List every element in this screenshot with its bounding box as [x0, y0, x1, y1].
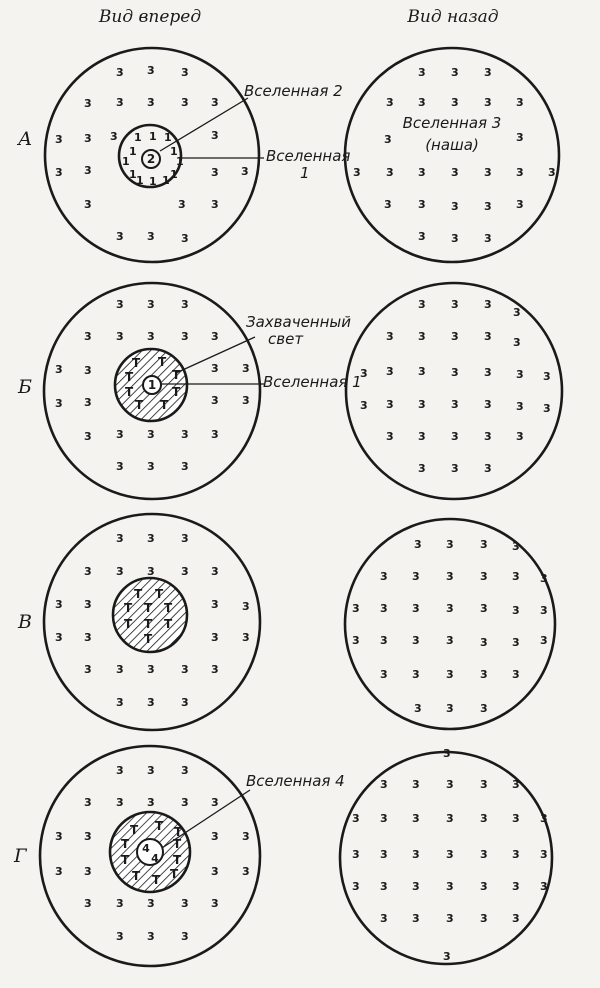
universe-3-glyph: 3	[380, 634, 388, 647]
label-our-universe: (наша)	[425, 136, 479, 154]
universe-3-glyph: 3	[446, 912, 454, 925]
universe-3-glyph: 3	[211, 96, 219, 109]
universe-3-glyph: 3	[484, 430, 492, 443]
universe-3-glyph: 3	[513, 336, 521, 349]
label-universe-4: Вселенная 4	[246, 772, 345, 790]
universe-3-glyph: 3	[84, 631, 92, 644]
universe-3-glyph: 3	[540, 634, 548, 647]
trapped-light-glyph: T	[121, 853, 130, 867]
trapped-light-glyph: T	[121, 837, 130, 851]
universe-3-glyph: 3	[147, 663, 155, 676]
universe-3-glyph: 3	[380, 570, 388, 583]
universe-3-glyph: 3	[412, 570, 420, 583]
universe-3-glyph: 3	[147, 796, 155, 809]
universe-3-glyph: 3	[412, 668, 420, 681]
universe-3-glyph: 3	[480, 912, 488, 925]
universe-3-glyph: 3	[446, 668, 454, 681]
universe-3-glyph: 3	[516, 400, 524, 413]
universe-3-glyph: 3	[446, 702, 454, 715]
universe-1-glyph-b: 1	[147, 378, 157, 392]
trapped-light-glyph: T	[144, 601, 153, 615]
universe-3-glyph: 3	[484, 398, 492, 411]
universe-3-glyph: 3	[443, 950, 451, 963]
universe-3-glyph: 3	[211, 598, 219, 611]
universe-4-glyph-g: 4	[142, 842, 150, 855]
universe-3-glyph: 3	[451, 366, 459, 379]
universe-3-glyph: 3	[147, 96, 155, 109]
back-symbols-a	[353, 66, 556, 245]
universe-3-glyph: 3	[181, 460, 189, 473]
universe-3-glyph: 3	[84, 897, 92, 910]
universe-3-glyph: 3	[386, 166, 394, 179]
universe-3-glyph: 3	[484, 66, 492, 79]
universe-3-glyph: 3	[242, 600, 250, 613]
universe-3-glyph: 3	[84, 364, 92, 377]
universe-3-glyph: 3	[181, 796, 189, 809]
universe-3-glyph: 3	[484, 166, 492, 179]
universe-3-glyph: 3	[548, 166, 556, 179]
universe-3-glyph: 3	[386, 398, 394, 411]
universe-3-glyph: 3	[380, 912, 388, 925]
row-label-g: Г	[14, 845, 27, 867]
universe-3-glyph: 3	[386, 430, 394, 443]
universe-3-glyph: 3	[181, 232, 189, 245]
universe-3-glyph: 3	[451, 200, 459, 213]
universe-3-glyph: 3	[480, 636, 488, 649]
universe-3-glyph: 3	[446, 812, 454, 825]
universe-3-glyph: 3	[480, 778, 488, 791]
universe-3-glyph: 3	[211, 897, 219, 910]
universe-3-glyph: 3	[380, 668, 388, 681]
trapped-light-glyph: T	[170, 867, 179, 881]
trapped-light-glyph: T	[152, 873, 161, 887]
universe-3-glyph: 3	[211, 129, 219, 142]
universe-3-glyph: 3	[352, 848, 360, 861]
universe-3-glyph: 3	[543, 370, 551, 383]
universe-3-glyph: 3	[380, 778, 388, 791]
universe-3-glyph: 3	[540, 572, 548, 585]
universe-3-glyph: 3	[84, 830, 92, 843]
universe-3-glyph: 3	[412, 880, 420, 893]
universe-3-glyph: 3	[386, 330, 394, 343]
trapped-light-glyph: T	[144, 617, 153, 631]
universe-3-glyph: 3	[484, 298, 492, 311]
universe-3-glyph: 3	[451, 66, 459, 79]
universe-3-glyph: 3	[55, 865, 63, 878]
universe-3-glyph: 3	[211, 362, 219, 375]
universe-3-glyph: 3	[147, 565, 155, 578]
universe-3-glyph: 3	[55, 397, 63, 410]
universe-3-glyph: 3	[211, 865, 219, 878]
back-symbols-v	[352, 538, 548, 715]
row-label-v: В	[18, 611, 32, 633]
universe-3-glyph: 3	[380, 812, 388, 825]
universe-3-glyph: 3	[116, 532, 124, 545]
universe-3-glyph: 3	[540, 812, 548, 825]
row-a	[45, 48, 559, 262]
universe-3-glyph: 3	[480, 848, 488, 861]
universe-3-glyph: 3	[484, 366, 492, 379]
universe-3-glyph: 3	[147, 930, 155, 943]
universe-3-glyph: 3	[147, 897, 155, 910]
universe-3-glyph: 3	[147, 764, 155, 777]
back-symbols-b	[360, 298, 551, 475]
universe-3-glyph: 3	[443, 747, 451, 760]
universe-3-glyph: 3	[181, 298, 189, 311]
ring-glyph-a: 1	[122, 155, 130, 168]
universe-3-glyph: 3	[480, 880, 488, 893]
universe-3-glyph: 3	[181, 930, 189, 943]
universe-3-glyph: 3	[484, 232, 492, 245]
ring-glyph-a: 1	[170, 168, 178, 181]
universe-3-glyph: 3	[418, 398, 426, 411]
universe-3-glyph: 3	[480, 538, 488, 551]
trapped-light-glyph: T	[132, 356, 141, 370]
universe-3-glyph: 3	[418, 230, 426, 243]
ring-glyph-a: 1	[136, 174, 144, 187]
universe-3-glyph: 3	[418, 330, 426, 343]
universe-3-glyph: 3	[211, 198, 219, 211]
universe-3-glyph: 3	[512, 636, 520, 649]
trapped-light-glyph: T	[155, 819, 164, 833]
universe-3-glyph: 3	[147, 428, 155, 441]
universe-3-glyph: 3	[484, 462, 492, 475]
universe-2-glyph-a: 2	[146, 152, 156, 166]
universe-3-glyph: 3	[147, 532, 155, 545]
universe-3-glyph: 3	[451, 398, 459, 411]
universe-3-glyph: 3	[480, 812, 488, 825]
universe-3-glyph: 3	[512, 778, 520, 791]
universe-3-glyph: 3	[178, 198, 186, 211]
label-trapped-light-line1: Захваченный	[246, 313, 352, 331]
universe-3-glyph: 3	[412, 812, 420, 825]
universe-3-glyph: 3	[84, 796, 92, 809]
universe-3-glyph: 3	[484, 330, 492, 343]
ring-glyph-a: 1	[170, 145, 178, 158]
trapped-light-glyph: T	[124, 601, 133, 615]
universe-3-glyph: 3	[147, 696, 155, 709]
universe-3-glyph: 3	[418, 430, 426, 443]
universe-3-glyph: 3	[451, 96, 459, 109]
trapped-light-glyph: T	[174, 825, 183, 839]
universe-3-glyph: 3	[55, 598, 63, 611]
universe-3-glyph: 3	[418, 198, 426, 211]
universe-3-glyph: 3	[242, 865, 250, 878]
universe-3-glyph: 3	[84, 198, 92, 211]
universe-3-glyph: 3	[418, 166, 426, 179]
universe-3-glyph: 3	[512, 570, 520, 583]
universe-3-glyph: 3	[181, 764, 189, 777]
universe-3-glyph: 3	[352, 812, 360, 825]
universe-3-glyph: 3	[451, 330, 459, 343]
universe-3-glyph: 3	[512, 848, 520, 861]
universe-3-glyph: 3	[84, 132, 92, 145]
universe-3-glyph: 3	[380, 880, 388, 893]
universe-3-glyph: 3	[512, 540, 520, 553]
universe-3-glyph: 3	[116, 230, 124, 243]
universe-3-glyph: 3	[516, 368, 524, 381]
universe-3-glyph: 3	[116, 764, 124, 777]
universe-3-glyph: 3	[147, 460, 155, 473]
universe-3-glyph: 3	[84, 565, 92, 578]
trapped-light-glyph: T	[164, 601, 173, 615]
universe-3-glyph: 3	[412, 634, 420, 647]
universe-3-glyph: 3	[211, 166, 219, 179]
ring-glyph-a: 1	[149, 130, 157, 143]
universe-3-glyph: 3	[84, 330, 92, 343]
universe-3-glyph: 3	[181, 532, 189, 545]
label-universe-2: Вселенная 2	[244, 82, 343, 100]
row-label-a: А	[18, 128, 33, 150]
universe-3-glyph: 3	[384, 198, 392, 211]
universe-3-glyph: 3	[353, 166, 361, 179]
universe-3-glyph: 3	[116, 428, 124, 441]
ring-glyph-a: 1	[129, 145, 137, 158]
universe-3-glyph: 3	[512, 880, 520, 893]
trapped-light-glyph: T	[124, 617, 133, 631]
universe-3-glyph: 3	[480, 570, 488, 583]
universe-3-glyph: 3	[418, 298, 426, 311]
universe-3-glyph: 3	[116, 460, 124, 473]
universe-3-glyph: 3	[484, 200, 492, 213]
universe-3-glyph: 3	[414, 538, 422, 551]
universe-3-glyph: 3	[540, 604, 548, 617]
universe-3-glyph: 3	[512, 668, 520, 681]
universe-3-glyph: 3	[446, 880, 454, 893]
universe-3-glyph: 3	[380, 848, 388, 861]
universe-3-glyph: 3	[446, 538, 454, 551]
trapped-light-glyph: T	[158, 355, 167, 369]
trapped-light-glyph: T	[135, 398, 144, 412]
universe-3-glyph: 3	[181, 565, 189, 578]
trapped-light-glyph: T	[132, 869, 141, 883]
universe-3-glyph: 3	[147, 230, 155, 243]
universe-3-glyph: 3	[211, 394, 219, 407]
universe-3-glyph: 3	[360, 399, 368, 412]
universe-3-glyph: 3	[386, 365, 394, 378]
label-universe-1-b: Вселенная 1	[263, 373, 362, 391]
row-v	[44, 514, 555, 730]
universe-3-glyph: 3	[55, 631, 63, 644]
universe-3-glyph: 3	[380, 602, 388, 615]
universe-3-glyph: 3	[181, 696, 189, 709]
universe-3-glyph: 3	[516, 131, 524, 144]
universe-3-glyph: 3	[116, 565, 124, 578]
trapped-light-glyph: T	[144, 632, 153, 646]
universe-3-glyph: 3	[516, 166, 524, 179]
universe-3-glyph: 3	[451, 232, 459, 245]
universe-3-glyph: 3	[412, 912, 420, 925]
back-view-a-circle	[345, 48, 559, 262]
universe-3-glyph: 3	[418, 96, 426, 109]
universe-3-glyph: 3	[84, 598, 92, 611]
universe-3-glyph: 3	[513, 306, 521, 319]
universe-3-glyph: 3	[55, 166, 63, 179]
universe-3-glyph: 3	[418, 365, 426, 378]
label-trapped-light-line2: свет	[268, 330, 304, 348]
universe-3-glyph: 3	[412, 602, 420, 615]
universe-3-glyph: 3	[540, 880, 548, 893]
universe-3-glyph: 3	[147, 298, 155, 311]
universe-3-glyph: 3	[512, 604, 520, 617]
row-b	[44, 283, 562, 499]
universe-3-glyph: 3	[211, 428, 219, 441]
universe-3-glyph: 3	[116, 930, 124, 943]
universe-3-glyph: 3	[116, 696, 124, 709]
universe-3-glyph: 3	[181, 897, 189, 910]
trapped-light-glyph: T	[172, 385, 181, 399]
trapped-light-glyph: T	[172, 368, 181, 382]
universe-3-glyph: 3	[516, 96, 524, 109]
universe-3-glyph: 3	[446, 848, 454, 861]
ring-glyph-a: 1	[134, 131, 142, 144]
universe-3-glyph: 3	[211, 631, 219, 644]
universe-3-glyph: 3	[84, 97, 92, 110]
trapped-light-glyph: T	[155, 587, 164, 601]
universe-3-glyph: 3	[412, 778, 420, 791]
universe-3-glyph: 3	[55, 830, 63, 843]
universe-3-glyph: 3	[451, 166, 459, 179]
universe-3-glyph: 3	[116, 897, 124, 910]
ring-glyph-a: 1	[129, 168, 137, 181]
universe-3-glyph: 3	[360, 367, 368, 380]
universe-3-glyph: 3	[241, 165, 249, 178]
universe-3-glyph: 3	[384, 133, 392, 146]
universe-3-glyph: 3	[181, 66, 189, 79]
universe-3-glyph: 3	[480, 602, 488, 615]
universe-3-glyph: 3	[242, 362, 250, 375]
universe-3-glyph: 3	[55, 363, 63, 376]
universe-3-glyph: 3	[116, 96, 124, 109]
trapped-light-glyph: T	[173, 837, 182, 851]
universe-3-glyph: 3	[446, 602, 454, 615]
universe-3-glyph: 3	[181, 428, 189, 441]
universe-3-glyph: 3	[352, 602, 360, 615]
universe-3-glyph: 3	[412, 848, 420, 861]
universe-3-glyph: 3	[352, 880, 360, 893]
universe-3-glyph: 3	[84, 430, 92, 443]
universe-3-glyph: 3	[181, 663, 189, 676]
universe-3-glyph: 3	[418, 66, 426, 79]
universe-3-glyph: 3	[211, 565, 219, 578]
universe-3-glyph: 3	[414, 702, 422, 715]
label-universe-1-line1: Вселенная	[266, 147, 351, 165]
trapped-light-glyph: T	[130, 823, 139, 837]
universe-3-glyph: 3	[116, 330, 124, 343]
universe-3-glyph: 3	[84, 396, 92, 409]
universe-3-glyph: 3	[480, 668, 488, 681]
label-universe-3: Вселенная 3	[402, 114, 502, 132]
universe-3-glyph: 3	[451, 298, 459, 311]
universe-3-glyph: 3	[242, 830, 250, 843]
universe-3-glyph: 3	[386, 96, 394, 109]
header-back-view: Вид назад	[407, 7, 499, 27]
trapped-light-glyph: T	[164, 617, 173, 631]
universe-3-glyph: 3	[242, 631, 250, 644]
universe-3-glyph: 3	[451, 462, 459, 475]
universe-3-glyph: 3	[84, 164, 92, 177]
universe-3-glyph: 3	[84, 865, 92, 878]
ring-glyph-a: 1	[164, 131, 172, 144]
universe-3-glyph: 3	[116, 298, 124, 311]
universe-3-glyph: 3	[110, 130, 118, 143]
row-label-b: Б	[18, 376, 32, 398]
universe-3-glyph: 3	[211, 830, 219, 843]
universe-3-glyph: 3	[352, 634, 360, 647]
universe-3-glyph: 3	[181, 330, 189, 343]
universe-3-glyph: 3	[418, 462, 426, 475]
universe-3-glyph: 3	[480, 702, 488, 715]
universe-3-glyph: 3	[211, 330, 219, 343]
label-universe-1-line2: 1	[300, 164, 310, 182]
universe-3-glyph: 3	[446, 634, 454, 647]
universe-3-glyph: 3	[84, 663, 92, 676]
universe-3-glyph: 3	[516, 198, 524, 211]
universe-3-glyph: 3	[512, 912, 520, 925]
universe-3-glyph: 3	[516, 430, 524, 443]
ring-glyph-a: 1	[149, 175, 157, 188]
universe-3-glyph: 3	[116, 796, 124, 809]
trapped-light-glyph: T	[134, 587, 143, 601]
universe-3-glyph: 3	[116, 66, 124, 79]
trapped-light-glyph: T	[173, 853, 182, 867]
header-front-view: Вид вперед	[98, 7, 202, 27]
universe-3-glyph: 3	[211, 796, 219, 809]
back-symbols-g	[352, 747, 548, 963]
trapped-light-glyph: T	[125, 370, 134, 384]
universe-3-glyph: 3	[512, 812, 520, 825]
ring-glyph-a: 1	[176, 155, 184, 168]
universe-3-glyph: 3	[446, 778, 454, 791]
universe-4-core-g	[137, 839, 163, 865]
universe-3-glyph: 3	[116, 663, 124, 676]
trapped-light-glyph: T	[125, 385, 134, 399]
universe-4-glyph-g: 4	[151, 852, 159, 865]
universe-3-glyph: 3	[147, 64, 155, 77]
row-g	[40, 746, 552, 966]
universe-3-glyph: 3	[181, 96, 189, 109]
universe-3-glyph: 3	[147, 330, 155, 343]
ring-glyph-a: 1	[162, 174, 170, 187]
universe-3-glyph: 3	[451, 430, 459, 443]
universe-3-glyph: 3	[543, 402, 551, 415]
trapped-light-glyph: T	[160, 398, 169, 412]
universe-3-glyph: 3	[211, 663, 219, 676]
universe-3-glyph: 3	[540, 848, 548, 861]
universe-3-glyph: 3	[242, 394, 250, 407]
universe-3-glyph: 3	[446, 570, 454, 583]
universe-3-glyph: 3	[55, 133, 63, 146]
universe-3-glyph: 3	[484, 96, 492, 109]
